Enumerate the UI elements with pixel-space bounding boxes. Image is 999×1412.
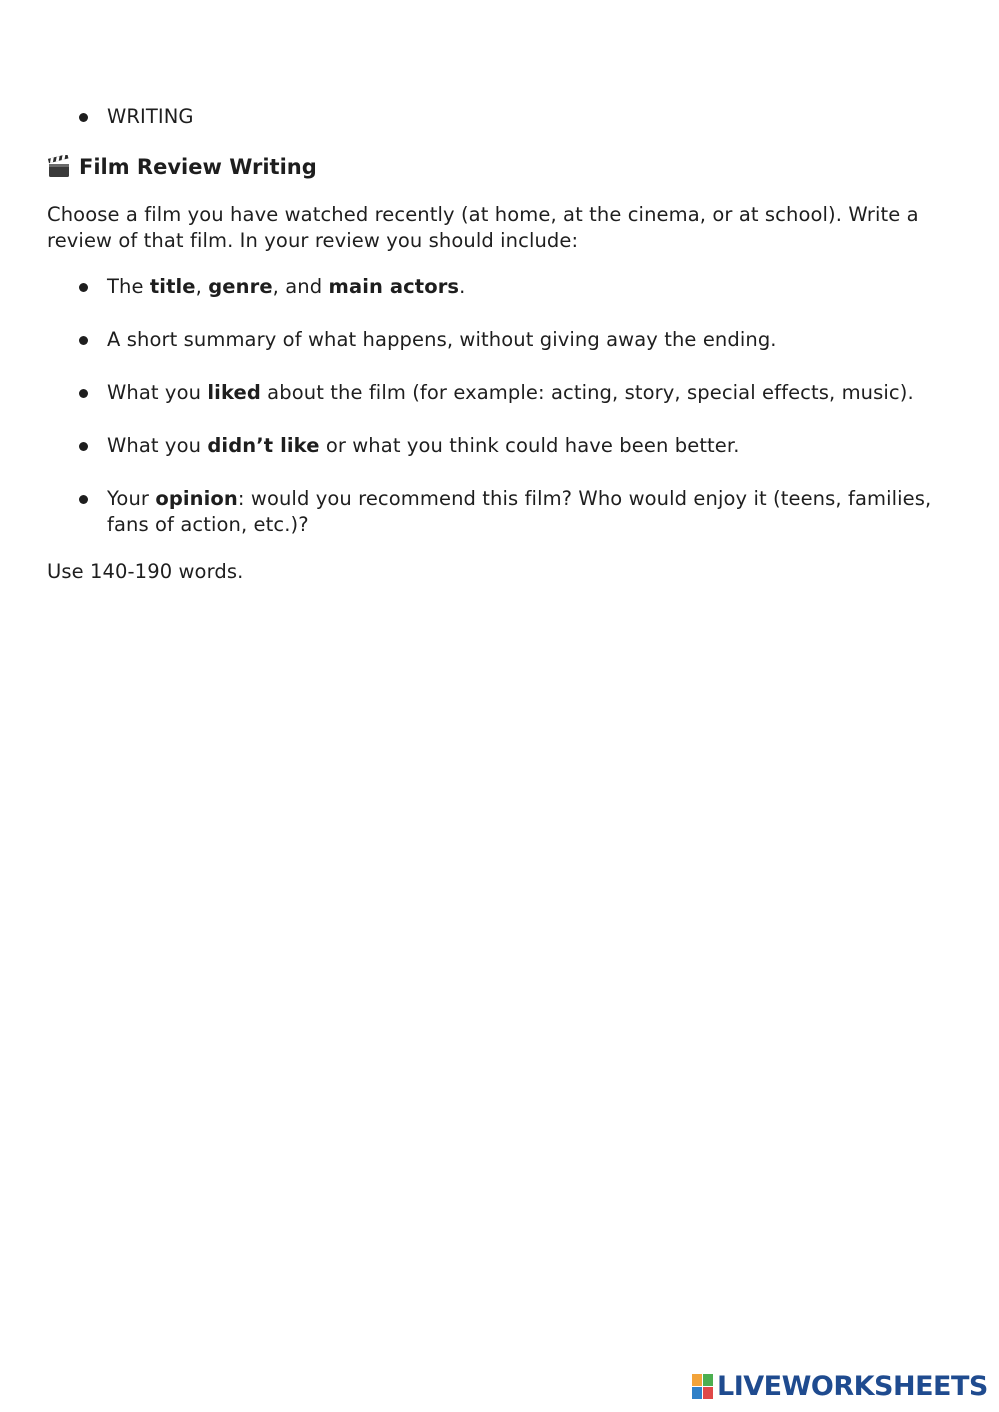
liveworksheets-logo-icon — [692, 1374, 714, 1400]
bullet-dot — [79, 283, 88, 292]
brand-name: LIVEWORKSHEETS — [717, 1371, 988, 1402]
list-item-text — [107, 433, 957, 459]
list-item-text — [107, 486, 957, 538]
intro-paragraph: Choose a film you have watched recently (at home, at the cinema, or at school). Write a review of that film. In your review you should include: — [47, 203, 919, 252]
text-run: A short summary of what happens, without giving away the ending. — [107, 328, 777, 351]
list-item-text — [107, 380, 957, 406]
text-run: , — [195, 275, 209, 298]
section-label: WRITING — [107, 105, 194, 128]
bullet-dot — [79, 389, 88, 398]
text-run: Your — [107, 487, 156, 510]
list-item-text — [107, 274, 957, 300]
text-run: . — [459, 275, 466, 298]
bullet-dot — [79, 113, 88, 122]
liveworksheets-logo — [692, 1372, 988, 1402]
text-run: : would you recommend this film? Who would enjoy it (teens, families, fans of action, etc.)? — [107, 487, 932, 536]
emphasis-text: didn’t like — [207, 434, 320, 457]
emphasis-text: opinion — [155, 487, 238, 510]
list-item-text — [107, 327, 957, 353]
emphasis-text: liked — [207, 381, 261, 404]
text-run: or what you think could have been better. — [319, 434, 740, 457]
emphasis-text: main actors — [328, 275, 460, 298]
text-run: , and — [272, 275, 329, 298]
bullet-dot — [79, 495, 88, 504]
text-run: The — [107, 275, 150, 298]
text-run: about the film (for example: acting, story, special effects, music). — [260, 381, 914, 404]
emphasis-text: genre — [208, 275, 273, 298]
page-title — [47, 153, 317, 181]
word-count-note: Use 140-190 words. — [47, 560, 244, 583]
emphasis-text: title — [149, 275, 196, 298]
text-run: What you — [107, 381, 208, 404]
page-title-text: Film Review Writing — [79, 155, 317, 179]
bullet-dot — [79, 336, 88, 345]
bullet-dot — [79, 442, 88, 451]
clapperboard-icon — [47, 155, 71, 179]
text-run: What you — [107, 434, 208, 457]
